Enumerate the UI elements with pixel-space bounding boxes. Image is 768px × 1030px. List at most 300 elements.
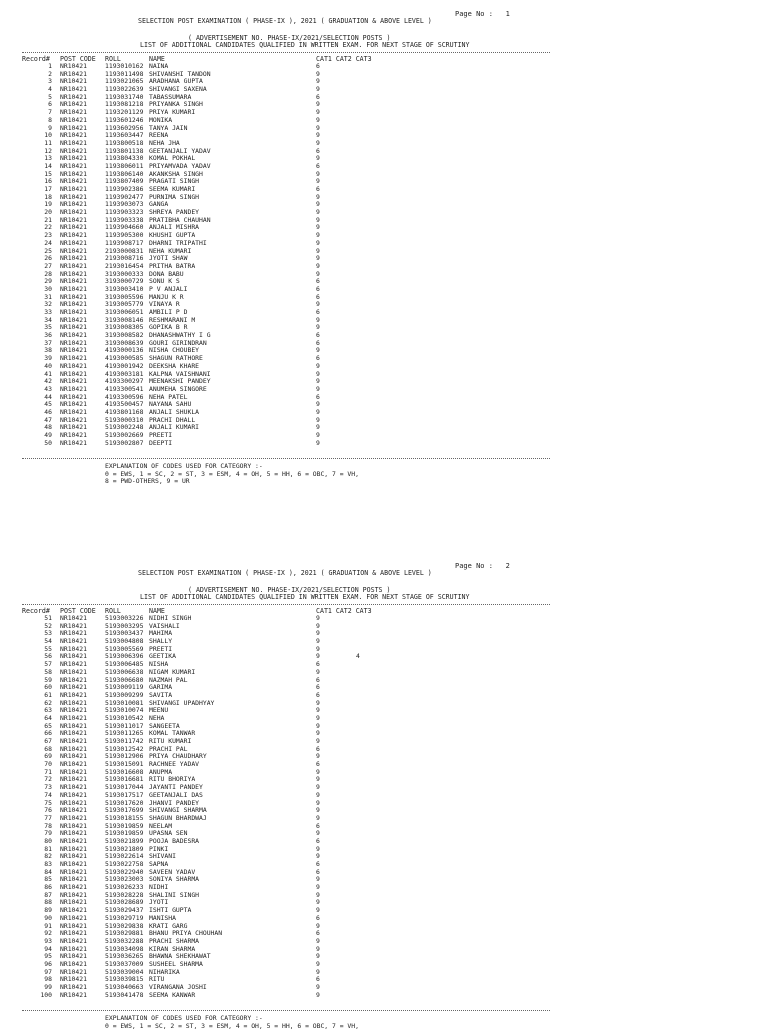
record-number: 47 [44,415,52,424]
roll-number: 4193801168 [105,407,144,416]
roll-number: 5193002248 [105,423,144,432]
roll-number: 3193008146 [105,315,144,324]
category-1: 9 [316,323,320,332]
divider [22,52,550,53]
roll-number: 2193008716 [105,254,144,263]
category-1: 9 [316,875,320,884]
post-code: NR10421 [60,300,87,309]
category-1: 6 [316,161,320,170]
roll-number: 5193019859 [105,829,144,838]
candidate-name: SUSHEEL SHARMA [149,959,203,968]
candidate-name: ANJALI KUMARI [149,423,200,432]
candidate-name: RITU KUMARI [149,737,192,745]
page-number: Page No : 2 [455,562,510,570]
record-number: 64 [44,713,52,722]
roll-number: 3193005779 [105,300,144,309]
record-number: 83 [44,860,52,868]
roll-number: 5193019859 [105,821,144,830]
candidate-name: PRACHI SHARMA [149,936,200,945]
candidate-name: JYOTI [149,898,169,907]
post-code: NR10421 [60,944,87,953]
roll-number: 1193908717 [105,238,144,247]
roll-number: 5193015091 [105,760,144,769]
candidate-name: NEHA JHA [149,138,180,147]
category-1: 9 [316,423,320,432]
divider [22,604,550,605]
category-1: 6 [316,308,320,316]
table-row [0,440,768,448]
post-code: NR10421 [60,238,87,247]
category-1: 9 [316,721,320,730]
roll-number: 5193041478 [105,990,144,999]
record-number: 39 [44,354,52,363]
post-code: NR10421 [60,883,87,892]
roll-number: 5193026233 [105,883,144,892]
post-code: NR10421 [60,369,87,378]
post-code: NR10421 [60,744,87,753]
candidate-name: MANJU K R [149,292,184,301]
candidate-name: NEHA [149,713,165,722]
col-categories: CAT1 CAT2 CAT3 [316,55,372,63]
record-number: 85 [44,875,52,884]
roll-number: 4193000585 [105,354,144,363]
candidate-name: SHREYA PANDEY [149,208,200,217]
record-number: 31 [44,292,52,301]
roll-number: 1193903323 [105,208,144,217]
advertisement-line: ( ADVERTISEMENT NO. PHASE-IX/2021/SELECTION POSTS ) [188,34,391,42]
candidate-name: ARADHANA GUPTA [149,77,203,86]
category-1: 9 [316,123,320,132]
category-1: 6 [316,338,320,347]
post-code: NR10421 [60,713,87,722]
record-number: 44 [44,392,52,401]
post-code: NR10421 [60,667,87,676]
roll-number: 1193201129 [105,108,144,117]
roll-number: 5193003437 [105,629,144,638]
record-number: 55 [44,644,52,653]
post-code: NR10421 [60,185,87,193]
post-code: NR10421 [60,867,87,876]
roll-number: 5193029437 [105,906,144,915]
record-number: 95 [44,952,52,961]
category-1: 9 [316,192,320,201]
candidate-name: NISHA CHOUBEY [149,346,200,355]
post-code: NR10421 [60,983,87,991]
record-number: 68 [44,744,52,753]
candidate-name: RESHMARANI M [149,315,196,324]
record-number: 99 [44,983,52,991]
roll-number: 2193016454 [105,261,144,270]
roll-number: 3193005596 [105,292,144,301]
post-code: NR10421 [60,392,87,401]
post-code: NR10421 [60,698,87,707]
exam-heading: SELECTION POST EXAMINATION ( PHASE-IX ), 2021 ( GRADUATION & ABOVE LEVEL ) [138,17,432,25]
category-1: 9 [316,798,320,807]
record-number: 22 [44,223,52,232]
category-1: 9 [316,431,320,439]
roll-number: 1193902386 [105,185,144,193]
post-code: NR10421 [60,269,87,278]
roll-number: 1193800518 [105,138,144,147]
post-code: NR10421 [60,123,87,132]
record-number: 5 [48,92,52,101]
candidate-name: PREETI [149,431,173,439]
post-code: NR10421 [60,806,87,815]
roll-number: 1193904660 [105,223,144,232]
post-code: NR10421 [60,929,87,938]
record-number: 87 [44,890,52,899]
roll-number: 4193300596 [105,392,144,401]
record-number: 97 [44,967,52,976]
record-number: 36 [44,331,52,340]
category-1: 6 [316,146,320,155]
post-code: NR10421 [60,729,87,738]
roll-number: 5193023003 [105,875,144,884]
post-code: NR10421 [60,292,87,301]
record-number: 29 [44,277,52,286]
roll-number: 5193000310 [105,415,144,424]
post-code: NR10421 [60,308,87,316]
record-number: 11 [44,138,52,147]
roll-number: 1193905300 [105,231,144,240]
post-code: NR10421 [60,415,87,424]
roll-number: 5193021809 [105,844,144,853]
post-code: NR10421 [60,431,87,439]
candidate-name: ISHTI GUPTA [149,906,192,915]
candidate-name: PRIYANKA SINGH [149,100,203,109]
candidate-name: MAHIMA [149,629,173,638]
col-roll: ROLL [105,607,121,615]
record-number: 52 [44,621,52,630]
candidate-name: SHIVANGI UPADHYAY [149,698,215,707]
category-1: 9 [316,131,320,140]
post-code: NR10421 [60,138,87,147]
roll-number: 5193039004 [105,967,144,976]
record-number: 45 [44,400,52,409]
candidate-name: PREETI [149,644,173,653]
candidate-name: SHIVANSHI TANDON [149,69,211,78]
record-number: 30 [44,284,52,293]
category-1: 6 [316,354,320,363]
roll-number: 1193902477 [105,192,144,201]
post-code: NR10421 [60,115,87,124]
candidate-name: GOURI GIRINDRAN [149,338,207,347]
post-code: NR10421 [60,813,87,822]
roll-number: 5193017620 [105,798,144,807]
record-number: 32 [44,300,52,309]
roll-number: 3193008582 [105,331,144,340]
category-1: 9 [316,775,320,784]
record-number: 13 [44,154,52,163]
post-code: NR10421 [60,284,87,293]
record-number: 17 [44,185,52,193]
roll-number: 4193003181 [105,369,144,378]
category-1: 6 [316,975,320,984]
col-post-code: POST CODE [60,607,96,615]
post-code: NR10421 [60,644,87,653]
record-number: 40 [44,361,52,370]
roll-number: 1193010162 [105,62,144,70]
post-code: NR10421 [60,875,87,884]
record-number: 60 [44,683,52,692]
record-number: 73 [44,783,52,792]
record-number: 70 [44,760,52,769]
roll-number: 5193002669 [105,431,144,439]
roll-number: 1193603447 [105,131,144,140]
post-code: NR10421 [60,721,87,730]
candidate-name: SHAGUN RATHORE [149,354,203,363]
category-1: 9 [316,246,320,255]
candidate-name: DEEKSHA KHARE [149,361,200,370]
candidate-name: ANJALI SHUKLA [149,407,200,416]
candidate-name: POOJA BADESRA [149,836,200,845]
record-number: 42 [44,377,52,386]
record-number: 94 [44,944,52,953]
roll-number: 5193022940 [105,867,144,876]
post-code: NR10421 [60,154,87,163]
candidate-name: TABASSUMARA [149,92,192,101]
candidate-name: ANJALI MISHRA [149,223,200,232]
candidate-name: NAYANA SAHU [149,400,192,409]
roll-number: 4193500457 [105,400,144,409]
category-1: 9 [316,629,320,638]
category-1: 9 [316,346,320,355]
post-code: NR10421 [60,836,87,845]
candidate-name: GANGA [149,200,169,209]
category-1: 9 [316,614,320,622]
record-number: 34 [44,315,52,324]
category-1: 6 [316,292,320,301]
category-1: 9 [316,983,320,991]
post-code: NR10421 [60,400,87,409]
candidate-name: KIRAN SHARMA [149,944,196,953]
candidate-list [0,63,768,447]
candidate-name: NEHA PATEL [149,392,188,401]
candidate-name: SEEMA KANWAR [149,990,196,999]
category-1: 9 [316,300,320,309]
category-1: 9 [316,215,320,224]
candidate-name: UPASNA SEN [149,829,188,838]
col-name: NAME [149,55,165,63]
post-code: NR10421 [60,384,87,393]
roll-number: 3193008305 [105,323,144,332]
roll-number: 5193011265 [105,729,144,738]
category-1: 9 [316,783,320,792]
category-1: 6 [316,744,320,753]
post-code: NR10421 [60,629,87,638]
candidate-name: PRACHI PAL [149,744,188,753]
post-code: NR10421 [60,377,87,386]
candidate-name: KHUSHI GUPTA [149,231,196,240]
roll-number: 5193017044 [105,783,144,792]
candidate-name: NEELAM [149,821,173,830]
record-number: 77 [44,813,52,822]
candidate-name: AMBILI P D [149,308,188,316]
post-code: NR10421 [60,246,87,255]
candidate-name: SHIVANI [149,852,176,861]
post-code: NR10421 [60,975,87,984]
record-number: 76 [44,806,52,815]
category-1: 9 [316,177,320,186]
post-code: NR10421 [60,767,87,776]
record-number: 18 [44,192,52,201]
category-1: 6 [316,660,320,669]
post-code: NR10421 [60,660,87,669]
roll-number: 5193028689 [105,898,144,907]
candidate-name: SHALINI SINGH [149,890,200,899]
candidate-name: NIDHI [149,883,169,892]
record-number: 21 [44,215,52,224]
roll-number: 4193300541 [105,384,144,393]
category-1: 9 [316,852,320,861]
roll-number: 5193028228 [105,890,144,899]
candidate-list [0,615,768,999]
exam-heading: SELECTION POST EXAMINATION ( PHASE-IX ), 2021 ( GRADUATION & ABOVE LEVEL ) [138,569,432,577]
candidate-name: JAYANTI PANDEY [149,783,203,792]
category-1: 6 [316,821,320,830]
category-1: 9 [316,898,320,907]
category-1: 9 [316,952,320,961]
category-1: 6 [316,683,320,692]
candidate-name: DONA BABU [149,269,184,278]
post-code: NR10421 [60,277,87,286]
record-number: 9 [48,123,52,132]
roll-number: 5193022758 [105,860,144,868]
category-1: 9 [316,729,320,738]
roll-number: 3193003410 [105,284,144,293]
post-code: NR10421 [60,208,87,217]
roll-number: 5193006396 [105,652,144,661]
category-1: 9 [316,85,320,94]
col-record: Record# [22,55,50,63]
category-1: 9 [316,154,320,163]
category-1: 6 [316,277,320,286]
record-number: 6 [48,100,52,109]
candidate-name: BHANU PRIYA CHOUHAN [149,929,223,938]
roll-number: 1193601246 [105,115,144,124]
record-number: 80 [44,836,52,845]
candidate-name: PRIYA CHAUDHARY [149,752,207,761]
post-code: NR10421 [60,146,87,155]
category-1: 9 [316,377,320,386]
roll-number: 3193000333 [105,269,144,278]
category-1: 9 [316,844,320,853]
category-1: 6 [316,867,320,876]
roll-number: 4193001942 [105,361,144,370]
record-number: 50 [44,438,52,447]
roll-number: 5193010074 [105,706,144,715]
record-number: 53 [44,629,52,638]
category-1: 9 [316,906,320,915]
record-number: 79 [44,829,52,838]
category-1: 9 [316,667,320,676]
post-code: NR10421 [60,829,87,838]
category-1: 6 [316,392,320,401]
roll-number: 5193012906 [105,752,144,761]
post-code: NR10421 [60,637,87,646]
category-1: 9 [316,438,320,447]
post-code: NR10421 [60,85,87,94]
record-number: 56 [44,652,52,661]
roll-number: 5193011742 [105,737,144,745]
record-number: 46 [44,407,52,416]
record-number: 51 [44,614,52,622]
post-code: NR10421 [60,752,87,761]
post-code: NR10421 [60,92,87,101]
roll-number: 1193806011 [105,161,144,170]
candidate-name: BHAWNA SHEKHAWAT [149,952,211,961]
roll-number: 3193006051 [105,308,144,316]
candidate-name: MONIKA [149,115,173,124]
roll-number: 5193034098 [105,944,144,953]
post-code: NR10421 [60,906,87,915]
candidate-name: DEEPTI [149,438,173,447]
category-1: 6 [316,929,320,938]
post-code: NR10421 [60,423,87,432]
roll-number: 1193021065 [105,77,144,86]
candidate-name: SHAGUN BHARDWAJ [149,813,207,822]
post-code: NR10421 [60,690,87,699]
candidate-name: SEEMA KUMARI [149,185,196,193]
post-code: NR10421 [60,760,87,769]
roll-number: 5193011017 [105,721,144,730]
record-number: 93 [44,936,52,945]
record-number: 71 [44,767,52,776]
record-number: 28 [44,269,52,278]
record-number: 98 [44,975,52,984]
post-code: NR10421 [60,338,87,347]
roll-number: 5193029881 [105,929,144,938]
category-1: 9 [316,890,320,899]
post-code: NR10421 [60,890,87,899]
record-number: 63 [44,706,52,715]
roll-number: 2193000831 [105,246,144,255]
candidate-name: SONU K S [149,277,180,286]
category-1: 6 [316,760,320,769]
list-title: LIST OF ADDITIONAL CANDIDATES QUALIFIED IN WRITTEN EXAM. FOR NEXT STAGE OF SCRUTINY [140,41,470,49]
roll-number: 1193806140 [105,169,144,178]
roll-number: 1193602956 [105,123,144,132]
candidate-name: SANGEETA [149,721,180,730]
post-code: NR10421 [60,675,87,684]
record-number: 49 [44,431,52,439]
candidate-name: VAISHALI [149,621,180,630]
record-number: 15 [44,169,52,178]
divider [22,1010,550,1011]
candidate-name: PINKI [149,844,169,853]
category-1: 6 [316,62,320,70]
post-code: NR10421 [60,169,87,178]
record-number: 86 [44,883,52,892]
post-code: NR10421 [60,231,87,240]
category-1: 6 [316,836,320,845]
candidate-name: KOMAL POKHAL [149,154,196,163]
candidate-name: SHIVANGI SAXENA [149,85,207,94]
category-1: 9 [316,806,320,815]
category-1: 6 [316,92,320,101]
candidate-name: NISHA [149,660,169,669]
post-code: NR10421 [60,621,87,630]
post-code: NR10421 [60,706,87,715]
category-1: 9 [316,254,320,263]
record-number: 74 [44,790,52,799]
category-1: 9 [316,369,320,378]
category-1: 9 [316,652,320,661]
roll-number: 5193010542 [105,713,144,722]
record-number: 2 [48,69,52,78]
roll-number: 1193903338 [105,215,144,224]
category-1: 9 [316,790,320,799]
